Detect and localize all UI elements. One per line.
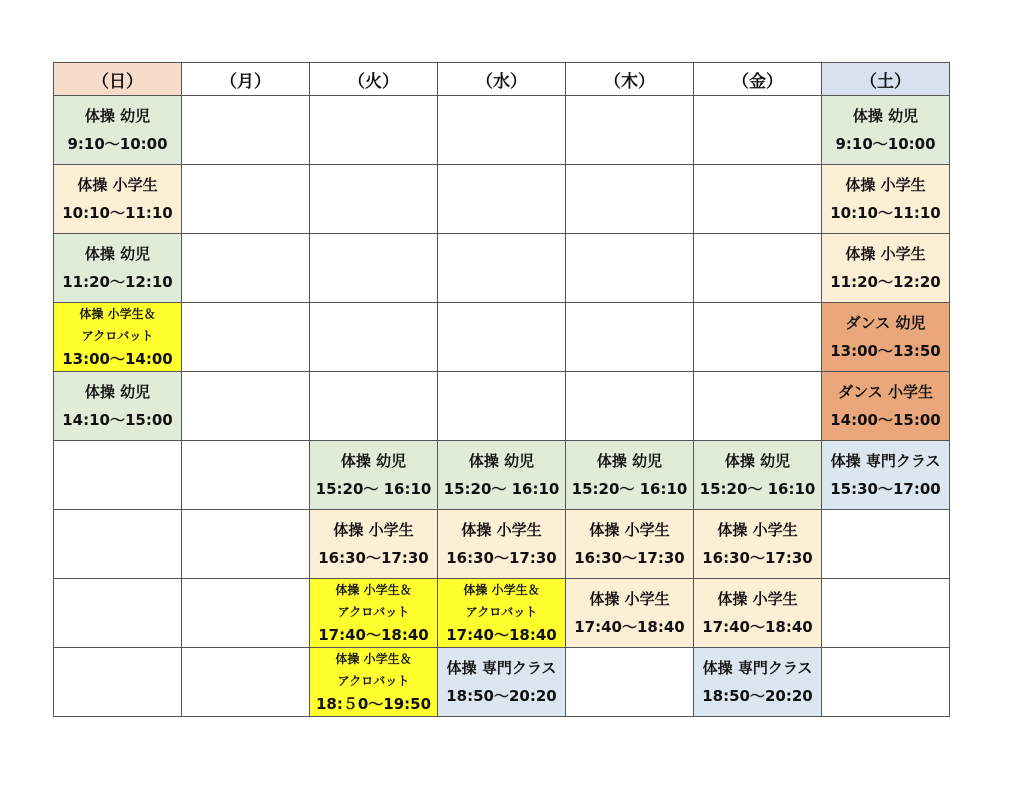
class-name: 体操 幼児 — [84, 107, 151, 125]
class-name: 体操 幼児 — [724, 452, 791, 470]
empty-cell — [566, 303, 694, 372]
class-name: 体操 専門クラス — [446, 659, 557, 677]
class-time: 10:10〜11:10 — [62, 204, 173, 222]
time-slot-row — [54, 579, 950, 648]
class-name: 体操 小学生 — [845, 176, 926, 194]
day-header-wednesday: （水） — [438, 63, 566, 96]
class-cell — [310, 648, 438, 717]
time-slot-row — [54, 234, 950, 303]
class-cell — [694, 648, 822, 717]
class-cell — [822, 165, 950, 234]
class-name: 体操 小学生＆ — [79, 307, 156, 321]
time-slot-row — [54, 303, 950, 372]
class-time: 13:00〜13:50 — [830, 342, 941, 360]
class-name: ダンス 幼児 — [845, 314, 926, 332]
class-cell — [694, 510, 822, 579]
empty-cell — [310, 303, 438, 372]
class-cell — [438, 648, 566, 717]
class-cell — [822, 372, 950, 441]
empty-cell — [182, 165, 310, 234]
time-slot-row — [54, 510, 950, 579]
class-name: 体操 小学生 — [589, 590, 670, 608]
class-time: 16:30〜17:30 — [318, 549, 429, 567]
class-name: 体操 幼児 — [340, 452, 407, 470]
class-time: 18:50〜20:20 — [446, 687, 557, 705]
empty-cell — [438, 96, 566, 165]
day-header-row — [54, 63, 950, 96]
class-time: 15:30〜17:00 — [830, 480, 941, 498]
class-time: 17:40〜18:40 — [574, 618, 685, 636]
class-name: 体操 幼児 — [468, 452, 535, 470]
empty-cell — [438, 165, 566, 234]
empty-cell — [566, 96, 694, 165]
class-cell — [54, 372, 182, 441]
day-header-saturday: （土） — [822, 63, 950, 96]
class-name: 体操 幼児 — [84, 383, 151, 401]
class-name: ダンス 小学生 — [838, 383, 933, 401]
empty-cell — [310, 372, 438, 441]
time-slot-row — [54, 441, 950, 510]
class-name: 体操 小学生 — [333, 521, 414, 539]
empty-cell — [438, 234, 566, 303]
class-name: 体操 小学生＆ — [335, 583, 412, 597]
class-cell — [310, 441, 438, 510]
class-name-line2: アクロバット — [465, 605, 538, 619]
class-time: 15:20〜 16:10 — [571, 480, 688, 498]
class-time: 15:20〜 16:10 — [315, 480, 432, 498]
time-slot-row — [54, 165, 950, 234]
empty-cell — [694, 165, 822, 234]
empty-cell — [566, 648, 694, 717]
class-time: 11:20〜12:10 — [62, 273, 173, 291]
empty-cell — [182, 579, 310, 648]
empty-cell — [694, 372, 822, 441]
class-name: 体操 専門クラス — [702, 659, 813, 677]
class-name: 体操 小学生 — [845, 245, 926, 263]
empty-cell — [822, 579, 950, 648]
time-slot-row — [54, 648, 950, 717]
class-cell — [54, 165, 182, 234]
class-cell — [54, 303, 182, 372]
class-time: 16:30〜17:30 — [574, 549, 685, 567]
class-cell — [54, 96, 182, 165]
class-cell — [566, 441, 694, 510]
class-cell — [822, 234, 950, 303]
empty-cell — [310, 96, 438, 165]
empty-cell — [182, 303, 310, 372]
empty-cell — [54, 579, 182, 648]
class-name: 体操 小学生 — [717, 521, 798, 539]
class-name-line2: アクロバット — [81, 329, 154, 343]
class-time: 17:40〜18:40 — [318, 626, 429, 644]
class-time: 11:20〜12:20 — [830, 273, 941, 291]
class-time: 9:10〜10:00 — [835, 135, 936, 153]
empty-cell — [182, 510, 310, 579]
empty-cell — [822, 648, 950, 717]
class-time: 16:30〜17:30 — [702, 549, 813, 567]
empty-cell — [438, 303, 566, 372]
class-name: 体操 幼児 — [84, 245, 151, 263]
empty-cell — [566, 165, 694, 234]
empty-cell — [182, 372, 310, 441]
class-time: 14:00〜15:00 — [830, 411, 941, 429]
class-time: 15:20〜 16:10 — [699, 480, 816, 498]
class-name: 体操 幼児 — [596, 452, 663, 470]
empty-cell — [310, 165, 438, 234]
day-header-monday: （月） — [182, 63, 310, 96]
class-time: 14:10〜15:00 — [62, 411, 173, 429]
day-header-tuesday: （火） — [310, 63, 438, 96]
class-cell — [54, 234, 182, 303]
empty-cell — [694, 234, 822, 303]
weekly-timetable — [53, 62, 950, 717]
class-cell — [310, 510, 438, 579]
empty-cell — [822, 510, 950, 579]
empty-cell — [310, 234, 438, 303]
class-name: 体操 幼児 — [852, 107, 919, 125]
class-time: 9:10〜10:00 — [67, 135, 168, 153]
class-time: 18:50〜20:20 — [702, 687, 813, 705]
class-cell — [566, 510, 694, 579]
class-time: 15:20〜 16:10 — [443, 480, 560, 498]
time-slot-row — [54, 372, 950, 441]
empty-cell — [182, 648, 310, 717]
class-time: 13:00〜14:00 — [62, 350, 173, 368]
time-slot-row — [54, 96, 950, 165]
class-cell — [438, 579, 566, 648]
empty-cell — [182, 96, 310, 165]
class-cell — [566, 579, 694, 648]
empty-cell — [694, 303, 822, 372]
class-name: 体操 小学生＆ — [463, 583, 540, 597]
class-cell — [694, 579, 822, 648]
class-name: 体操 小学生 — [717, 590, 798, 608]
empty-cell — [566, 234, 694, 303]
class-time: 10:10〜11:10 — [830, 204, 941, 222]
class-time: 17:40〜18:40 — [702, 618, 813, 636]
day-header-thursday: （木） — [566, 63, 694, 96]
class-time: 18:５0〜19:50 — [315, 695, 432, 713]
class-cell — [694, 441, 822, 510]
class-name: 体操 小学生 — [77, 176, 158, 194]
class-name: 体操 小学生＆ — [335, 652, 412, 666]
class-cell — [822, 96, 950, 165]
class-time: 17:40〜18:40 — [446, 626, 557, 644]
class-name-line2: アクロバット — [337, 605, 410, 619]
class-cell — [438, 510, 566, 579]
day-header-friday: （金） — [694, 63, 822, 96]
class-time: 16:30〜17:30 — [446, 549, 557, 567]
empty-cell — [566, 372, 694, 441]
empty-cell — [694, 96, 822, 165]
class-cell — [310, 579, 438, 648]
empty-cell — [54, 441, 182, 510]
empty-cell — [182, 234, 310, 303]
class-name: 体操 小学生 — [589, 521, 670, 539]
day-header-sunday: （日） — [54, 63, 182, 96]
class-name: 体操 専門クラス — [830, 452, 941, 470]
class-name: 体操 小学生 — [461, 521, 542, 539]
class-name-line2: アクロバット — [337, 674, 410, 688]
class-cell — [438, 441, 566, 510]
empty-cell — [438, 372, 566, 441]
empty-cell — [54, 648, 182, 717]
class-cell — [822, 441, 950, 510]
empty-cell — [182, 441, 310, 510]
class-cell — [822, 303, 950, 372]
empty-cell — [54, 510, 182, 579]
